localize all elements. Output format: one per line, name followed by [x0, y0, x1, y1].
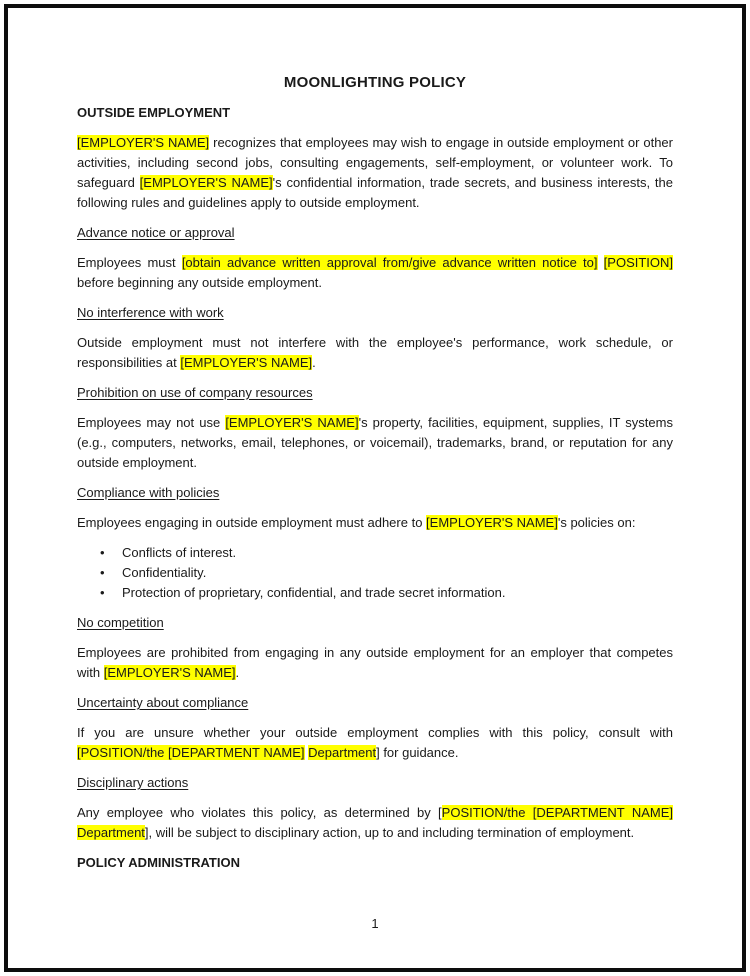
placeholder-highlight: [obtain advance written approval from/give advance written notice to] — [181, 255, 598, 270]
placeholder-highlight: Department — [308, 745, 377, 760]
sub-heading — [77, 693, 673, 713]
placeholder-highlight: [EMPLOYER'S NAME] — [426, 515, 558, 530]
text-run: recognizes that employees may wish to engage in outside employment or other activities, including second jobs, consulting engagements, self-employment, or volunteer work. To safeguard — [77, 135, 673, 190]
sub-heading — [77, 223, 673, 243]
placeholder-highlight: [EMPLOYER'S NAME] — [225, 415, 359, 430]
heading-text: Uncertainty about compliance — [77, 695, 249, 710]
heading-text: Compliance with policies — [77, 485, 220, 500]
paragraph — [77, 133, 673, 213]
heading-text: Prohibition on use of company resources — [77, 385, 313, 400]
placeholder-highlight: [EMPLOYER'S NAME] — [103, 665, 236, 680]
section-heading — [77, 853, 673, 873]
document-title: MOONLIGHTING POLICY — [283, 74, 467, 91]
text-run: Any employee who violates this policy, as determined by [ — [77, 805, 442, 820]
placeholder-highlight: [EMPLOYER'S NAME] — [77, 135, 210, 150]
heading-text: No interference with work — [77, 305, 224, 320]
heading-text: Disciplinary actions — [77, 775, 189, 790]
sub-heading — [77, 773, 673, 793]
placeholder-highlight: POSITION/the [DEPARTMENT NAME] — [441, 805, 673, 820]
sub-heading — [77, 613, 673, 633]
text-run: . — [235, 665, 240, 680]
bullet-item: • Conflicts of interest. — [122, 543, 673, 563]
text-run: Employees may not use — [77, 415, 226, 430]
text-run: 's policies on: — [557, 515, 636, 530]
paragraph — [77, 413, 673, 473]
sub-heading — [77, 383, 673, 403]
paragraph — [77, 253, 673, 293]
text-run: Outside employment must not interfere with the employee's performance, work schedule, or responsibilities at — [77, 335, 673, 370]
heading-text: No competition — [77, 615, 164, 630]
placeholder-highlight: [EMPLOYER'S NAME] — [139, 175, 273, 190]
text-run: Employees are prohibited from engaging in any outside employment for an employer that competes with — [77, 645, 673, 680]
text-run: before beginning any outside employment. — [77, 275, 322, 290]
paragraph — [77, 803, 673, 843]
text-run: . — [312, 355, 316, 370]
document-content — [8, 8, 742, 968]
heading-text: OUTSIDE EMPLOYMENT — [77, 105, 231, 120]
bullet-list — [77, 543, 673, 603]
placeholder-highlight: [POSITION] — [603, 255, 674, 270]
text-run: 's confidential information, trade secrets, and business interests, the following rules and guidelines apply to outside employment. — [77, 175, 673, 210]
text-run: Employees must — [77, 255, 182, 270]
heading-text: POLICY ADMINISTRATION — [77, 855, 240, 870]
text-run: If you are unsure whether your outside employment complies with this policy, consult with — [77, 725, 673, 740]
text-run: 's property, facilities, equipment, supplies, IT systems (e.g., computers, networks, email, telephones, or voicemail), trademarks, brand, or reputation for any outside employment. — [77, 415, 673, 470]
text-run — [598, 255, 604, 270]
bullet-item: • Protection of proprietary, confidential, and trade secret information. — [122, 583, 673, 603]
text-run: ] for guidance. — [376, 745, 459, 760]
placeholder-highlight: Department — [77, 825, 145, 840]
document-page — [4, 4, 746, 972]
bullet-item: • Confidentiality. — [122, 563, 673, 583]
sub-heading — [77, 303, 673, 323]
paragraph — [77, 643, 673, 683]
document-body — [77, 103, 673, 873]
paragraph — [77, 513, 673, 533]
text-run: Employees engaging in outside employment must adhere to — [77, 515, 427, 530]
paragraph — [77, 333, 673, 373]
text-run: ], will be subject to disciplinary action, up to and including termination of employment. — [144, 825, 635, 840]
section-heading — [77, 103, 673, 123]
placeholder-highlight: [EMPLOYER'S NAME] — [180, 355, 313, 370]
heading-text: Advance notice or approval — [77, 225, 235, 240]
page-number: 1 — [371, 916, 379, 931]
placeholder-highlight: [POSITION/the [DEPARTMENT NAME] — [77, 745, 305, 760]
paragraph — [77, 723, 673, 763]
sub-heading — [77, 483, 673, 503]
